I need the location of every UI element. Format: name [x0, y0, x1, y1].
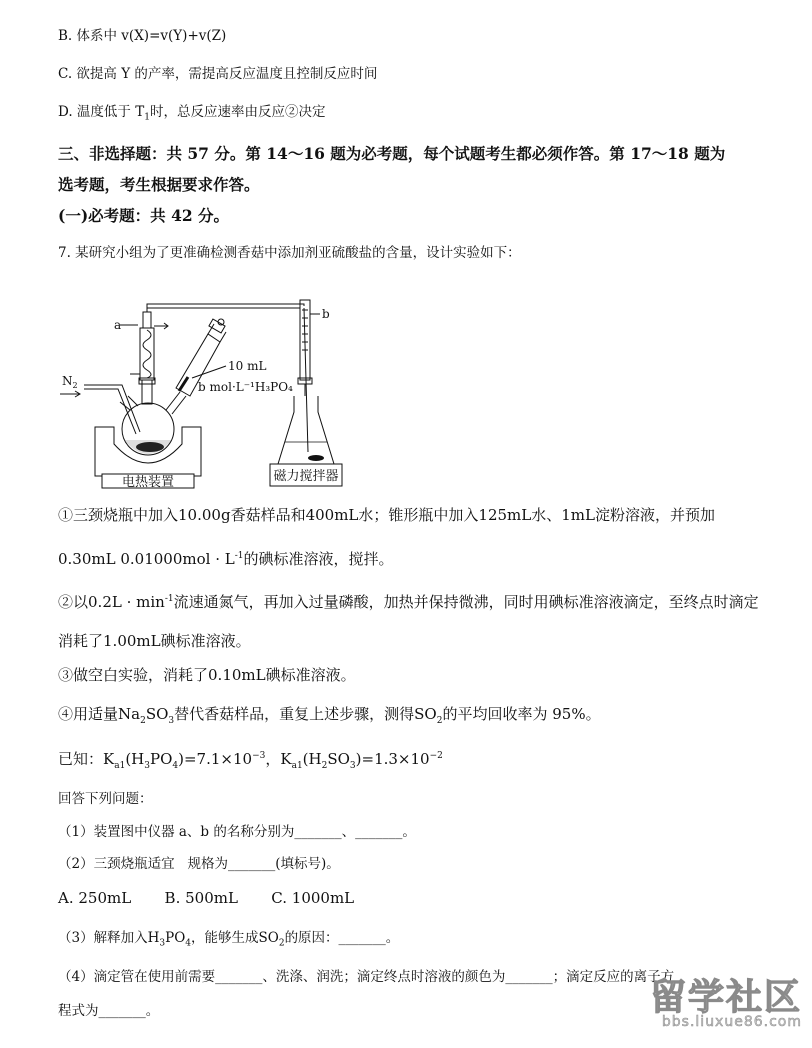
watermark-url: bbs.liuxue86.com — [661, 1014, 802, 1030]
reagent-leader — [192, 366, 226, 378]
heater-label: 电热装置 — [121, 475, 175, 490]
step-1-line2: 0.30mL $0.01000mol \cdot L^{-1}$的碘标准溶液，搅拌。 — [58, 550, 394, 568]
question-4-line1: （4）滴定管在使用前需要_______、洗涤、润洗；滴定终点时溶液的颜色为_______；滴定反应的离子方 — [58, 969, 675, 985]
question-4-line2: 程式为_______。 — [58, 1003, 160, 1019]
label-a: a — [114, 318, 122, 332]
condenser-a — [140, 328, 154, 380]
watermark — [650, 969, 802, 1030]
step-3: ③做空白实验，消耗了0.10mL碘标准溶液。 — [58, 666, 356, 684]
step-2-line2: 消耗了1.00mL碘标准溶液。 — [58, 632, 251, 650]
question-2-options: A. 250mL B. 500mL C. 1000mL — [58, 889, 355, 907]
section-heading-line2: 选考题，考生根据要求作答。 — [58, 175, 260, 194]
label-b: b — [322, 307, 330, 321]
stirrer-label: 磁力搅拌器 — [273, 469, 339, 484]
question-1: （1）装置图中仪器 a、b 的名称分别为_______、_______。 — [58, 824, 416, 840]
reagent-concentration: b mol·L⁻¹H₃PO₄ — [198, 380, 293, 394]
option-c: C. 欲提高 Y 的产率，需提高反应温度且控制反应时间 — [58, 66, 378, 82]
step-1-line1: ①三颈烧瓶中加入10.00g香菇样品和400mL水；锥形瓶中加入125mL水、1mL淀粉溶液，并预加 — [58, 506, 716, 524]
question-2: （2）三颈烧瓶适宜 规格为_______(填标号)。 — [58, 856, 340, 872]
step-4: ④用适量$Na_2SO_3$替代香菇样品，重复上述步骤，测得$SO_2$的平均回收率为 95%。 — [58, 705, 601, 726]
step-2-line1: ②以$0.2L \cdot \min^{-1}$流速通氮气，再加入过量磷酸，加热并保持微沸，同时用碘标准溶液滴定，至终点时滴定 — [58, 593, 759, 611]
option-b: B. 体系中 v(X)=v(Y)+v(Z) — [58, 28, 227, 44]
n2-label: $N_2$ — [62, 374, 78, 390]
mushroom-sample — [136, 442, 164, 452]
apparatus-diagram — [58, 292, 358, 492]
questions-intro: 回答下列问题： — [58, 791, 153, 807]
section-subheading: (一)必考题：共 42 分。 — [58, 206, 230, 225]
option-d: D. 温度低于 $T_1$时，总反应速率由反应②决定 — [58, 104, 326, 123]
question-3: （3）解释加入$H_3PO_4$，能够生成$SO_2$的原因：_______。 — [58, 930, 400, 949]
reagent-volume: 10 mL — [228, 359, 267, 373]
stir-bar — [308, 455, 324, 461]
erlenmeyer-flask — [278, 396, 334, 464]
question-stem: 7. 某研究小组为了更准确检测香菇中添加剂亚硫酸盐的含量，设计实验如下： — [58, 245, 521, 261]
section-heading-line1: 三、非选择题：共 57 分。第 14～16 题为必考题，每个试题考生都必须作答。第 17～18 题为 — [58, 144, 726, 163]
known-constants: 已知：$K_{a1}(H_3PO_4)=7.1\times 10^{-3}$，$K_{a1}(H_2SO_3)=1.3\times 10^{-2}$ — [58, 750, 443, 771]
watermark-logo: 留学社区 — [649, 977, 802, 1018]
